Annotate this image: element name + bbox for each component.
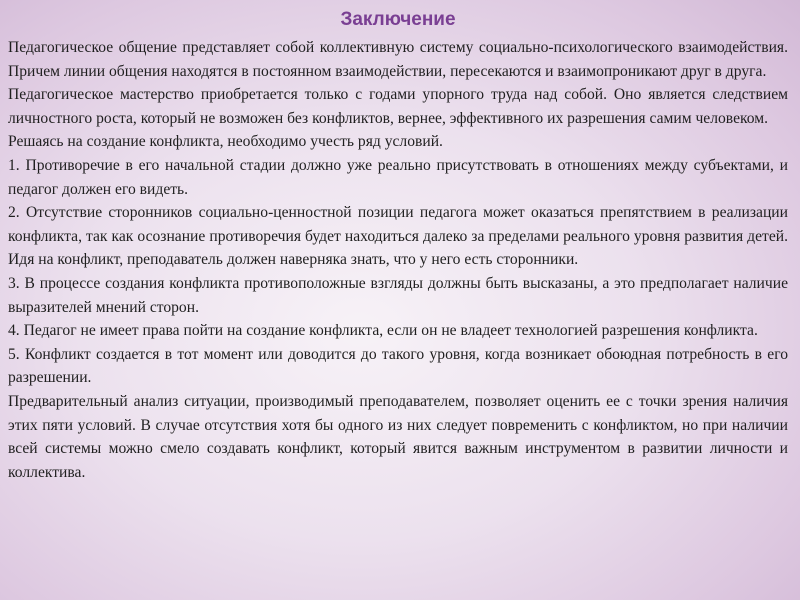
paragraph-conclusion: Предварительный анализ ситуации, производимый преподавателем, позволяет оценить ее с точки зрения наличия этих пяти условий. В случае отсутствия хотя бы одного из них следует повременить с конфликтом, но при наличии всей системы можно смело создавать конфликт, который явится важным инструментом в развитии личности и коллектива. [8,392,788,481]
condition-1: 1. Противоречие в его начальной стадии должно уже реально присутствовать в отношениях между субъектами, и педагог должен его видеть. [8,156,788,198]
condition-2: 2. Отсутствие сторонников социально-ценностной позиции педагога может оказаться препятствием в реализации конфликта, так как осознание противоречия будет находиться далеко за пределами реального уровня развития детей. Идя на конфликт, преподаватель должен наверняка знать, что у него есть сторонники. [8,204,788,269]
slide-body [8,36,788,484]
condition-5: 5. Конфликт создается в тот момент или доводится до такого уровня, когда возникает обоюдная потребность в его разрешении. [8,345,788,387]
condition-4: 4. Педагог не имеет права пойти на создание конфликта, если он не владеет технологией разрешения конфликта. [8,322,758,340]
slide-title: Заключение [340,9,456,30]
paragraph-conditions-lead: Решаясь на создание конфликта, необходимо учесть ряд условий. [8,133,443,151]
paragraph-mastery: Педагогическое мастерство приобретается только с годами упорного труда над собой. Оно является следствием личностного роста, который не возможен без конфликтов, вернее, эффективного их разрешения самим человеком. [8,86,788,127]
condition-3: 3. В процессе создания конфликта противоположные взгляды должны быть высказаны, а это предполагает наличие выразителей мнений сторон. [8,274,788,316]
paragraph-intro: Педагогическое общение представляет собой коллективную систему социально-психологического взаимодействия. Причем линии общения находятся в постоянном взаимодействии, пересекаются и взаимопроникают друг в друга. [8,39,788,80]
